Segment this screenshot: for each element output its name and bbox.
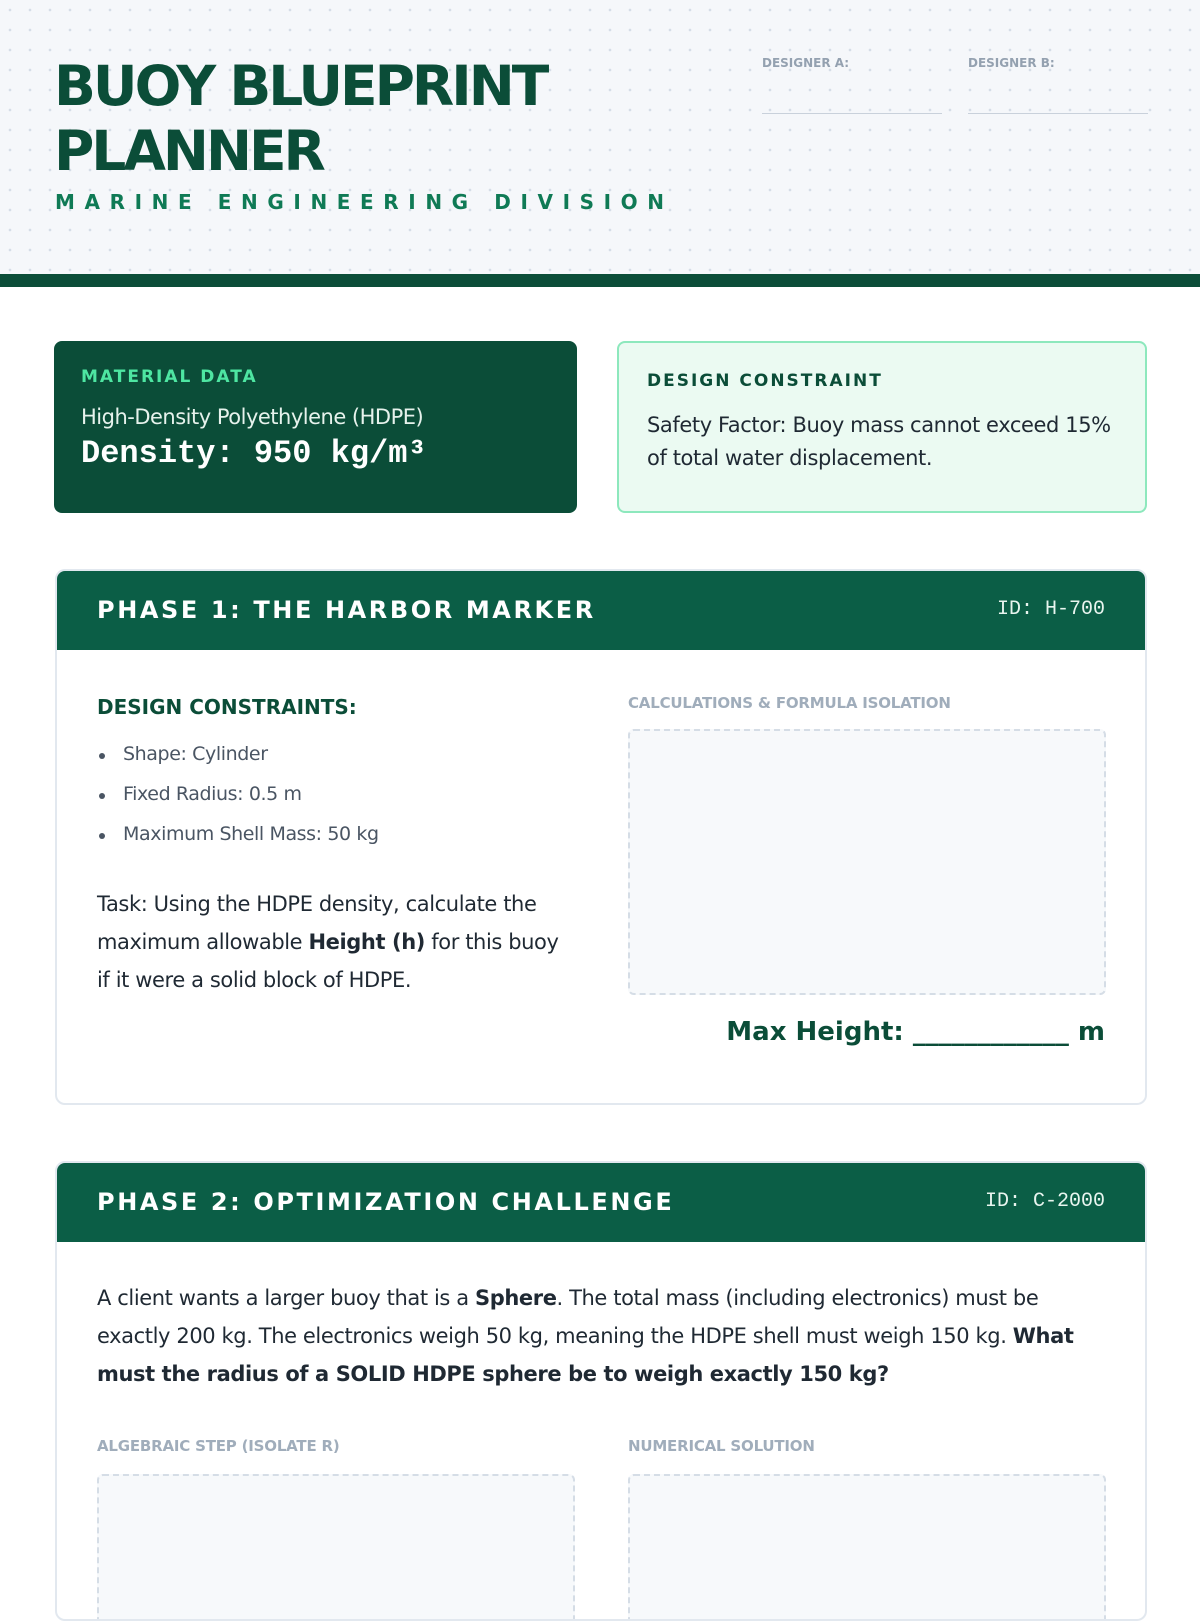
designer-b-field[interactable] xyxy=(968,56,1148,70)
material-data-card xyxy=(54,341,577,513)
constraints-list xyxy=(97,743,379,863)
phase-1-task xyxy=(97,885,577,999)
intro-text-1: A client wants a larger buoy that is a xyxy=(97,1286,475,1310)
intro-text-2: . The total mass (including electronics) must be exactly 200 kg. The electronics weigh 50 kg, meaning the HDPE shell must weigh 150 kg. xyxy=(97,1286,1039,1348)
phase-2-intro xyxy=(97,1279,1107,1393)
task-text-bold: Height (h) xyxy=(308,930,425,954)
material-density: Density: 950 kg/m³ xyxy=(81,435,427,472)
phase-1-title: PHASE 1: THE HARBOR MARKER xyxy=(97,596,596,624)
algebraic-step-label: ALGEBRAIC STEP (ISOLATE R) xyxy=(97,1437,340,1455)
numerical-solution-label: NUMERICAL SOLUTION xyxy=(628,1437,815,1455)
constraint-item-mass: Maximum Shell Mass: 50 kg xyxy=(97,823,379,863)
designer-b-label: DESIGNER B: xyxy=(968,56,1055,70)
material-data-label: MATERIAL DATA xyxy=(81,367,258,387)
calculations-label: CALCULATIONS & FORMULA ISOLATION xyxy=(628,694,951,712)
algebraic-step-box[interactable] xyxy=(97,1474,575,1621)
designer-b-line[interactable] xyxy=(968,113,1148,114)
constraints-heading: DESIGN CONSTRAINTS: xyxy=(97,695,357,719)
phase-1-header xyxy=(57,571,1145,650)
numerical-solution-box[interactable] xyxy=(628,1474,1106,1621)
material-name: High-Density Polyethylene (HDPE) xyxy=(81,405,424,429)
phase-2-panel xyxy=(55,1161,1147,1621)
design-constraint-label: DESIGN CONSTRAINT xyxy=(647,371,883,391)
phase-2-id: ID: C-2000 xyxy=(984,1190,1105,1213)
constraint-item-shape: Shape: Cylinder xyxy=(97,743,379,783)
phase-1-panel xyxy=(55,569,1147,1105)
constraint-item-radius: Fixed Radius: 0.5 m xyxy=(97,783,379,823)
intro-bold-sphere: Sphere xyxy=(474,1286,557,1310)
phase-2-title: PHASE 2: OPTIMIZATION CHALLENGE xyxy=(97,1188,675,1216)
page-subtitle: MARINE ENGINEERING DIVISION xyxy=(55,190,674,214)
designer-a-label: DESIGNER A: xyxy=(762,56,850,70)
designer-a-field[interactable] xyxy=(762,56,942,70)
task-text-prefix: Task: Using the HDPE density, calculate the maximum allowable xyxy=(97,892,537,954)
task-text-suffix: for this buoy if it were a solid block of HDPE. xyxy=(97,930,559,992)
max-height-answer[interactable]: Max Height: ____________ m xyxy=(726,1017,1105,1047)
phase-1-id: ID: H-700 xyxy=(996,598,1105,621)
page-title: BUOY BLUEPRINT PLANNER xyxy=(54,54,547,183)
design-constraint-card xyxy=(617,341,1147,513)
intro-question: What must the radius of a SOLID HDPE sphere be to weigh exactly 150 kg? xyxy=(97,1324,1074,1386)
design-constraint-text: Safety Factor: Buoy mass cannot exceed 15% of total water displacement. xyxy=(647,413,1111,470)
phase-2-header xyxy=(57,1163,1145,1242)
page-header xyxy=(0,0,1200,287)
designer-a-line[interactable] xyxy=(762,113,942,114)
calculations-box[interactable] xyxy=(628,729,1106,995)
